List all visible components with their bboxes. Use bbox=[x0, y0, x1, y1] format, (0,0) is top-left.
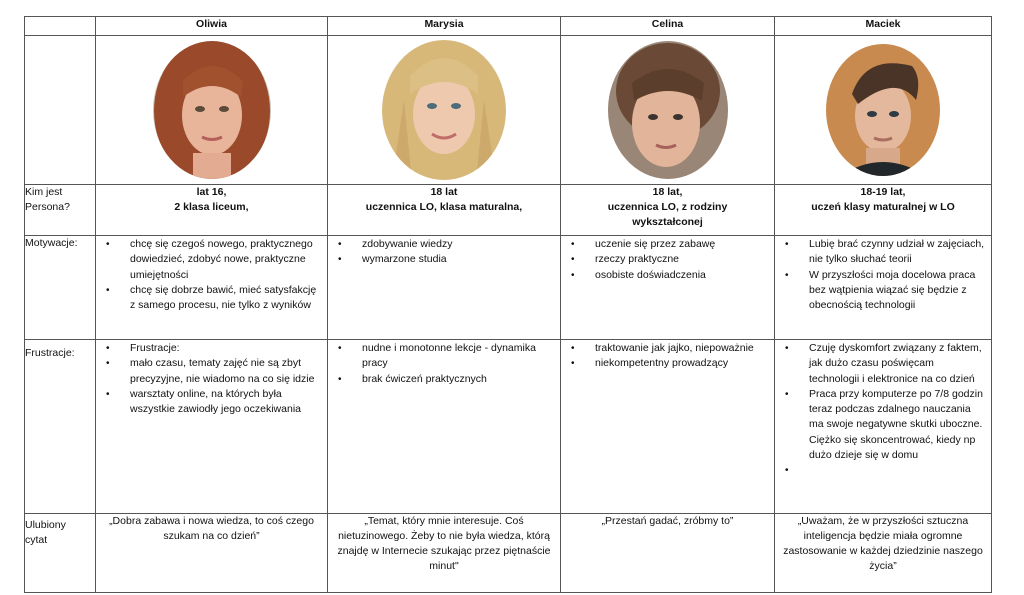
who-cell: 18 lat, uczennica LO, z rodziny wykształconej bbox=[561, 185, 775, 236]
list-item: • traktowanie jak jajko, niepoważnie bbox=[595, 341, 768, 356]
persona-name: Celina bbox=[561, 17, 775, 36]
quote-cell: „Dobra zabawa i nowa wiedza, to coś czego szukam na co dzień” bbox=[96, 514, 328, 593]
quote-cell: „Uważam, że w przyszłości sztuczna inteligencja będzie miała ogromne zastosowanie w każdej dziedzinie naszego życia” bbox=[775, 514, 992, 593]
row-label-quote: Ulubiony cytat bbox=[25, 514, 96, 593]
list-item: • wymarzone studia bbox=[362, 252, 554, 267]
motivations-cell bbox=[328, 236, 561, 340]
who-cell: lat 16, 2 klasa liceum, bbox=[96, 185, 328, 236]
header-row bbox=[25, 17, 992, 36]
persona-name: Marysia bbox=[328, 17, 561, 36]
list-item: • chcę się dobrze bawić, mieć satysfakcję z samego procesu, nie tylko z wyników bbox=[130, 283, 321, 314]
list-item: • osobiste doświadczenia bbox=[595, 268, 768, 283]
list-item: • Frustracje: bbox=[130, 341, 321, 356]
avatar-oliwia bbox=[153, 41, 271, 179]
frustrations-cell bbox=[561, 340, 775, 514]
list-item: • zdobywanie wiedzy bbox=[362, 237, 554, 252]
quote-row bbox=[25, 514, 992, 593]
photo-label-cell bbox=[25, 36, 96, 185]
motivations-row bbox=[25, 236, 992, 340]
list-item: • Lubię brać czynny udział w zajęciach, nie tylko słuchać teorii bbox=[809, 237, 985, 268]
avatar-celina bbox=[608, 41, 728, 179]
who-cell: 18-19 lat, uczeń klasy maturalnej w LO bbox=[775, 185, 992, 236]
list-item: • mało czasu, tematy zajęć nie są zbyt precyzyjne, nie wiadomo na co się idzie bbox=[130, 356, 321, 387]
avatar-marysia bbox=[382, 40, 506, 180]
who-row bbox=[25, 185, 992, 236]
list-item: • niekompetentny prowadzący bbox=[595, 356, 768, 371]
persona-name: Oliwia bbox=[96, 17, 328, 36]
motivations-cell bbox=[775, 236, 992, 340]
who-cell: 18 lat uczennica LO, klasa maturalna, bbox=[328, 185, 561, 236]
row-label-frustrations: Frustracje: bbox=[25, 340, 96, 514]
frustrations-row bbox=[25, 340, 992, 514]
quote-cell: „Temat, który mnie interesuje. Coś nietuzinowego. Żeby to nie była wiedza, którą znajdę w Internecie szukając przez piętnaście minut" bbox=[328, 514, 561, 593]
list-item: • Czuję dyskomfort związany z faktem, jak dużo czasu poświęcam technologii i elektronice na co dzień bbox=[809, 341, 985, 387]
list-item: • rzeczy praktyczne bbox=[595, 252, 768, 267]
photo-cell bbox=[96, 36, 328, 185]
list-item: • nudne i monotonne lekcje - dynamika pracy bbox=[362, 341, 554, 372]
motivations-cell bbox=[96, 236, 328, 340]
row-label-motivations: Motywacje: bbox=[25, 236, 96, 340]
frustrations-cell bbox=[328, 340, 561, 514]
list-item: • chcę się czegoś nowego, praktycznego dowiedzieć, zdobyć nowe, praktyczne umiejętności bbox=[130, 237, 321, 283]
corner-cell bbox=[25, 17, 96, 36]
photo-cell bbox=[328, 36, 561, 185]
quote-cell: „Przestań gadać, zróbmy to” bbox=[561, 514, 775, 593]
list-item: • warsztaty online, na których była wszystkie zawiodły jego oczekiwania bbox=[130, 387, 321, 418]
avatar-maciek bbox=[826, 44, 940, 176]
list-item: • brak ćwiczeń praktycznych bbox=[362, 372, 554, 387]
photo-cell bbox=[775, 36, 992, 185]
list-item: • uczenie się przez zabawę bbox=[595, 237, 768, 252]
list-item: • W przyszłości moja docelowa praca bez wątpienia wiązać się będzie z obecnością technologii bbox=[809, 268, 985, 314]
persona-table bbox=[24, 16, 992, 593]
photo-row bbox=[25, 36, 992, 185]
persona-name: Maciek bbox=[775, 17, 992, 36]
photo-cell bbox=[561, 36, 775, 185]
frustrations-cell bbox=[775, 340, 992, 514]
list-item: • Praca przy komputerze po 7/8 godzin teraz podczas zdalnego nauczania ma swoje negatywne skutki uboczne. Ciężko się skoncentrować, kiedy np dużo dzieje się w domu bbox=[809, 387, 985, 463]
motivations-cell bbox=[561, 236, 775, 340]
row-label-who: Kim jest Persona? bbox=[25, 185, 96, 236]
frustrations-cell bbox=[96, 340, 328, 514]
